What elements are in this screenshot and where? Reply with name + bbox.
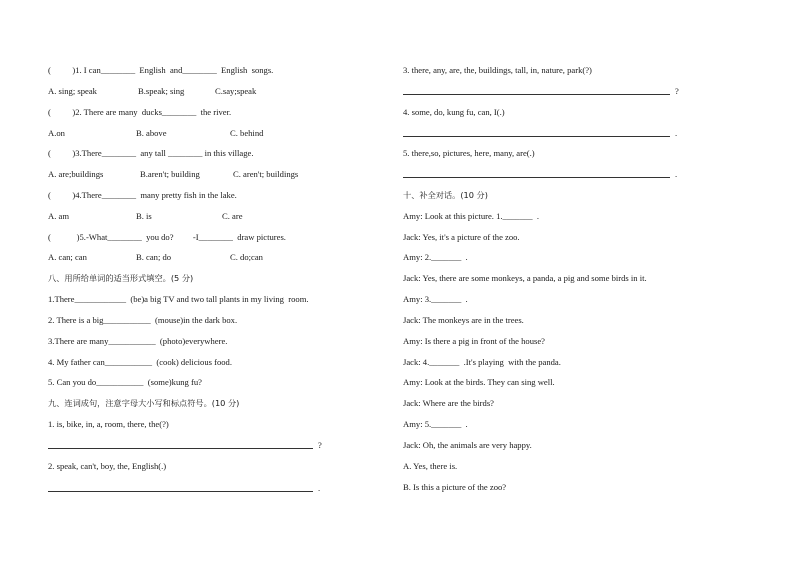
dialogue-line: Amy: 2._______ . bbox=[403, 252, 468, 262]
option-5b: B. can; do bbox=[136, 252, 172, 262]
section-10-title: 十、补全对话。(10 分) bbox=[403, 190, 488, 200]
reorder-prompt-1: 1. is, bike, in, a, room, there, the(?) bbox=[48, 419, 169, 429]
answer-line-3[interactable] bbox=[403, 94, 670, 95]
choice-option-b: B. Is this a picture of the zoo? bbox=[403, 482, 507, 492]
dialogue-line: Amy: 3._______ . bbox=[403, 294, 468, 304]
option-3b: B.aren't; building bbox=[140, 169, 200, 179]
dialogue-line: Jack: Yes, there are some monkeys, a panda, a pig and some birds in it. bbox=[403, 273, 647, 283]
choice-option-a: A. Yes, there is. bbox=[403, 461, 458, 471]
answer-end-2: . bbox=[318, 483, 321, 493]
answer-line-5[interactable] bbox=[403, 177, 670, 178]
answer-line-2[interactable] bbox=[48, 491, 313, 492]
fill-item-4: 4. My father can___________ (cook) delicious food. bbox=[48, 357, 233, 367]
fill-item-1: 1.There____________ (be)a big TV and two tall plants in my living room. bbox=[48, 294, 309, 304]
question-2: ( )2. There are many ducks________ the river. bbox=[48, 107, 232, 117]
section-8-title: 八、用所给单词的适当形式填空。(5 分) bbox=[48, 273, 194, 283]
dialogue-line: Amy: Is there a pig in front of the house? bbox=[403, 336, 545, 346]
reorder-prompt-5: 5. there,so, pictures, here, many, are(.) bbox=[403, 148, 535, 158]
question-1: ( )1. I can________ English and________ English songs. bbox=[48, 65, 274, 75]
answer-end-5: . bbox=[675, 169, 678, 179]
reorder-prompt-4: 4. some, do, kung fu, can, I(.) bbox=[403, 107, 505, 117]
option-4c: C. are bbox=[222, 211, 243, 221]
option-2c: C. behind bbox=[230, 128, 264, 138]
option-3c: C. aren't; buildings bbox=[233, 169, 299, 179]
answer-line-4[interactable] bbox=[403, 136, 670, 137]
dialogue-line: Jack: The monkeys are in the trees. bbox=[403, 315, 524, 325]
question-5: ( )5.-What________ you do? -I________ draw pictures. bbox=[48, 232, 286, 242]
section-9-title: 九、连词成句，注意字母大小写和标点符号。(10 分) bbox=[48, 398, 240, 408]
dialogue-line: Jack: 4._______ .It's playing with the panda. bbox=[403, 357, 561, 367]
option-1a: A. sing; speak bbox=[48, 86, 97, 96]
dialogue-line: Jack: Yes, it's a picture of the zoo. bbox=[403, 232, 520, 242]
answer-end-3: ? bbox=[675, 86, 679, 96]
option-2b: B. above bbox=[136, 128, 167, 138]
dialogue-line: Jack: Oh, the animals are very happy. bbox=[403, 440, 532, 450]
reorder-prompt-3: 3. there, any, are, the, buildings, tall, in, nature, park(?) bbox=[403, 65, 592, 75]
option-5a: A. can; can bbox=[48, 252, 87, 262]
option-2a: A.on bbox=[48, 128, 65, 138]
option-4a: A. am bbox=[48, 211, 70, 221]
option-5c: C. do;can bbox=[230, 252, 263, 262]
option-1c: C.say;speak bbox=[215, 86, 257, 96]
question-4: ( )4.There________ many pretty fish in the lake. bbox=[48, 190, 237, 200]
question-3: ( )3.There________ any tall ________ in this village. bbox=[48, 148, 254, 158]
dialogue-line: Amy: Look at this picture. 1._______ . bbox=[403, 211, 540, 221]
dialogue-line: Jack: Where are the birds? bbox=[403, 398, 494, 408]
option-4b: B. is bbox=[136, 211, 152, 221]
answer-line-1[interactable] bbox=[48, 448, 313, 449]
fill-item-5: 5. Can you do___________ (some)kung fu? bbox=[48, 377, 202, 387]
option-3a: A. are;buildings bbox=[48, 169, 104, 179]
fill-item-2: 2. There is a big___________ (mouse)in the dark box. bbox=[48, 315, 238, 325]
answer-end-4: . bbox=[675, 128, 678, 138]
answer-end-1: ? bbox=[318, 440, 322, 450]
option-1b: B.speak; sing bbox=[138, 86, 185, 96]
dialogue-line: Amy: 5._______ . bbox=[403, 419, 468, 429]
reorder-prompt-2: 2. speak, can't, boy, the, English(.) bbox=[48, 461, 167, 471]
dialogue-line: Amy: Look at the birds. They can sing well. bbox=[403, 377, 555, 387]
fill-item-3: 3.There are many___________ (photo)everywhere. bbox=[48, 336, 228, 346]
